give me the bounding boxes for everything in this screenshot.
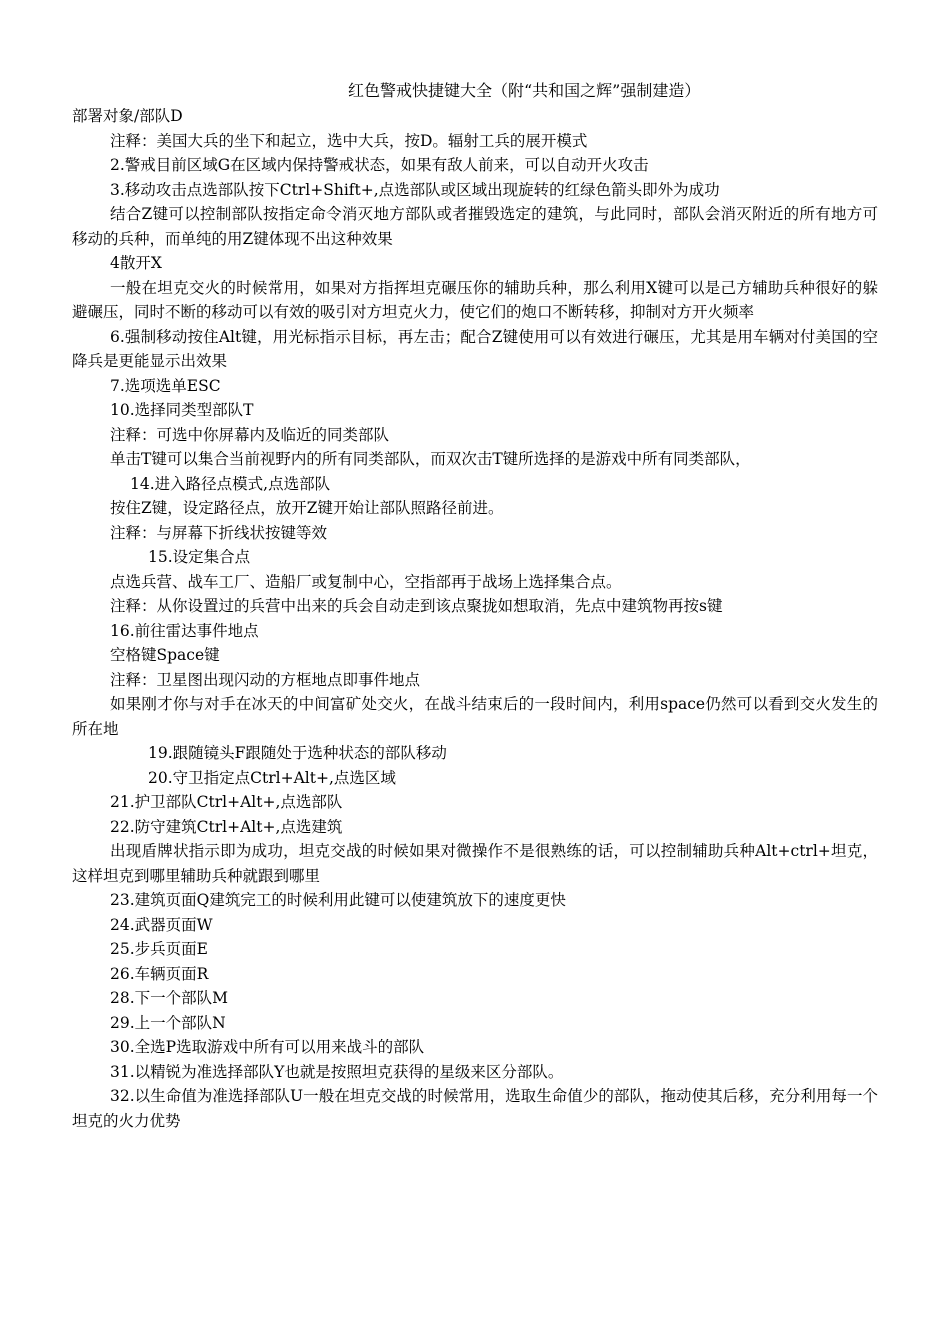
document-line: 4散开X [110, 254, 162, 272]
document-line: 注释：可选中你屏幕内及临近的同类部队 [110, 425, 390, 444]
document-line: 10.选择同类型部队T [110, 401, 254, 419]
document-line: 如果刚才你与对手在冰天的中间富矿处交火，在战斗结束后的一段时间内，利用space仍然可以看到交火发生的所在地 [72, 695, 878, 738]
document-line: 32.以生命值为准选择部队U一般在坦克交战的时候常用，选取生命值少的部队，拖动使其后移，充分利用每一个坦克的火力优势 [72, 1087, 878, 1130]
document-line: 按住Z键，设定路径点，放开Z键开始让部队照路径前进。 [110, 499, 504, 517]
document-line: 21.护卫部队Ctrl+Alt+,点选部队 [110, 793, 343, 811]
document-line: 26.车辆页面R [110, 964, 209, 983]
document-line: 14.进入路径点模式,点选部队 [130, 474, 331, 493]
document-line: 16.前往雷达事件地点 [110, 621, 259, 640]
document-line: 单击T键可以集合当前视野内的所有同类部队，而双次击T键所选择的是游戏中所有同类部队， [110, 450, 751, 468]
document-line: 22.防守建筑Ctrl+Alt+,点选建筑 [110, 817, 343, 836]
document-line: 19.跟随镜头F跟随处于选种状态的部队移动 [148, 744, 447, 762]
document-line: 20.守卫指定点Ctrl+Alt+,点选区域 [148, 768, 396, 787]
document-line: 24.武器页面W [110, 915, 213, 934]
document-title: 红色警戒快捷键大全（附“共和国之辉”强制建造） [348, 81, 701, 100]
document-line: 29.上一个部队N [110, 1013, 226, 1032]
document-line: 点选兵营、战车工厂、造船厂或复制中心，空指部再于战场上选择集合点。 [110, 572, 622, 591]
document-line: 注释：与屏幕下折线状按键等效 [110, 523, 328, 542]
document-line: 出现盾牌状指示即为成功，坦克交战的时候如果对微操作不是很熟练的话，可以控制辅助兵种Alt+ctrl+坦克，这样坦克到哪里辅助兵种就跟到哪里 [72, 842, 878, 885]
document-line: 31.以精锐为准选择部队Y也就是按照坦克获得的星级来区分部队。 [110, 1062, 564, 1081]
document-line: 2.警戒目前区域G在区域内保持警戒状态，如果有敌人前来，可以自动开火攻击 [110, 156, 649, 174]
document-line: 注释：从你设置过的兵营中出来的兵会自动走到该点聚拢如想取消，先点中建筑物再按s键 [110, 597, 723, 615]
document-line: 6.强制移动按住Alt键，用光标指示目标，再左击；配合Z键使用可以有效进行碾压，尤其是用车辆对付美国的空降兵是更能显示出效果 [72, 327, 878, 370]
document-line: 23.建筑页面Q建筑完工的时候利用此键可以使建筑放下的速度更快 [110, 891, 566, 909]
document-body [72, 104, 878, 1133]
document-line: 空格键Space键 [110, 646, 220, 664]
document-line: 25.步兵页面E [110, 940, 208, 958]
document-line: 注释：卫星图出现闪动的方框地点即事件地点 [110, 670, 421, 689]
document-line: 注释：美国大兵的坐下和起立，选中大兵，按D。辐射工兵的展开模式 [110, 131, 588, 150]
document-line: 30.全选P选取游戏中所有可以用来战斗的部队 [110, 1038, 425, 1056]
document-line: 结合Z键可以控制部队按指定命令消灭地方部队或者摧毁选定的建筑，与此同时，部队会消灭附近的所有地方可移动的兵种，而单纯的用Z键体现不出这种效果 [72, 205, 878, 248]
document-line: 15.设定集合点 [148, 548, 251, 566]
document-line: 一般在坦克交火的时候常用，如果对方指挥坦克碾压你的辅助兵种，那么利用X键可以是己方辅助兵种很好的躲避碾压，同时不断的移动可以有效的吸引对方坦克火力，使它们的炮口不断转移，抑制对方开火频率 [72, 278, 878, 321]
document-line: 28.下一个部队M [110, 989, 229, 1007]
document-line: 部署对象/部队D [72, 107, 183, 125]
document-line: 7.选项选单ESC [110, 376, 221, 395]
document-line: 3.移动攻击点选部队按下Ctrl+Shift+,点选部队或区域出现旋转的红绿色箭头即外为成功 [110, 180, 720, 199]
